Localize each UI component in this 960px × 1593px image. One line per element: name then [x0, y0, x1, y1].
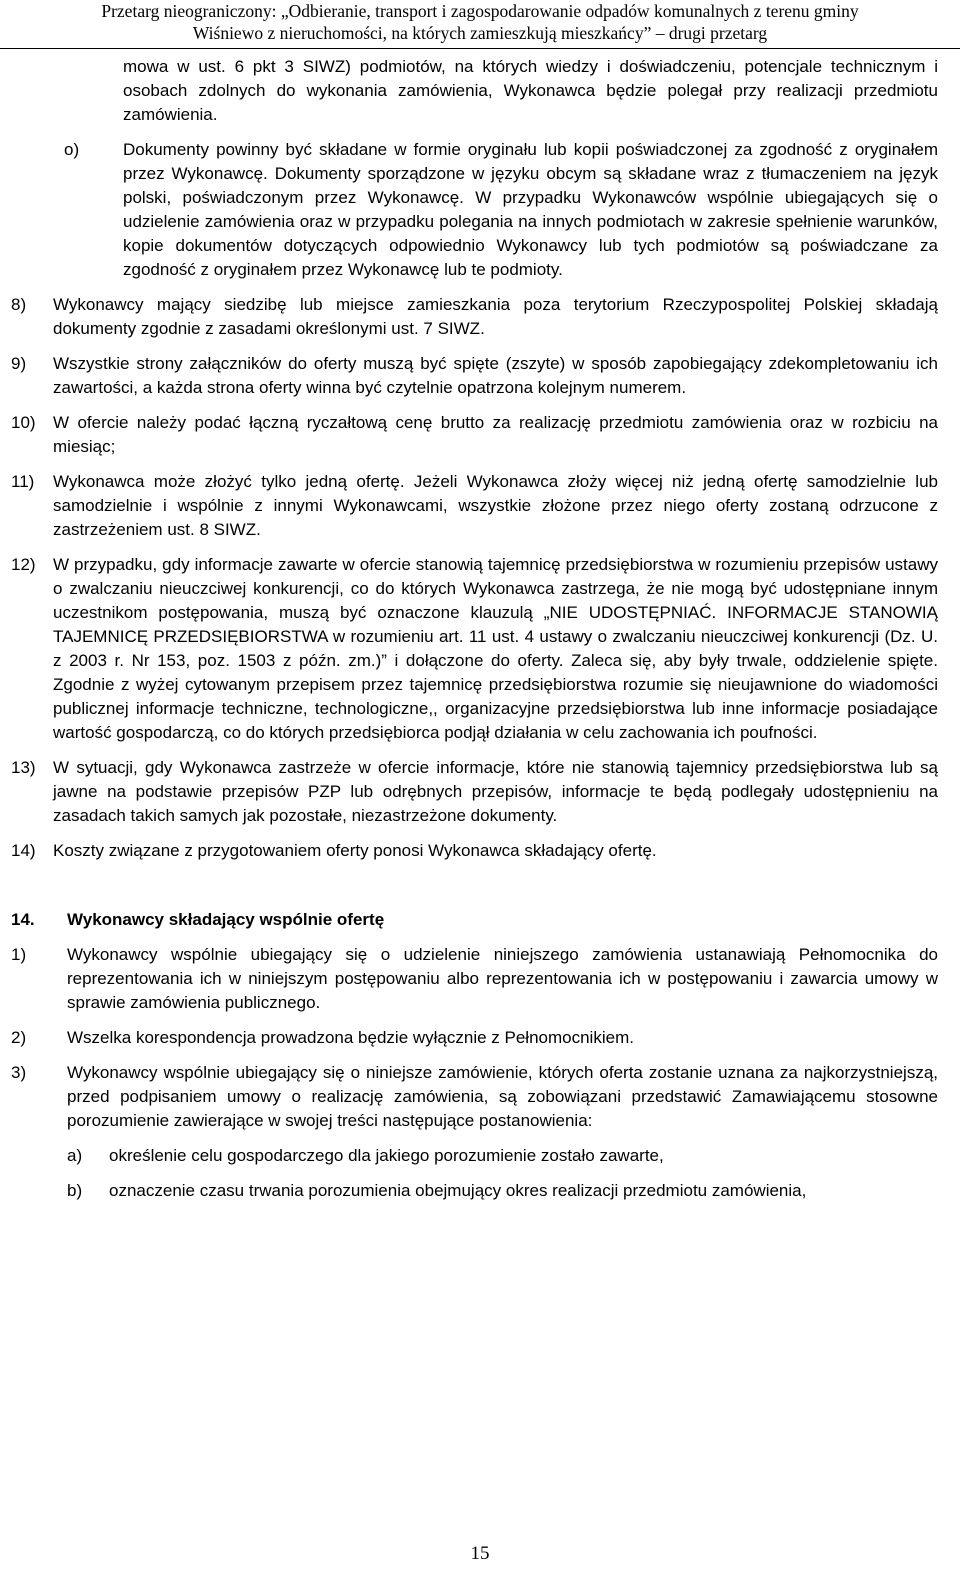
- list-item-text: Wszystkie strony załączników do oferty muszą być spięte (zszyte) w sposób zapobiegający zdekompletowaniu ich zawartości, a każda strona oferty winna być czytelnie opatrzona kolejnym numerem.: [53, 354, 938, 397]
- list-marker: 8): [11, 295, 27, 314]
- section-subitem-b: [0, 1179, 960, 1203]
- list-item-text: Wykonawcy wspólnie ubiegający się o niniejsze zamówienie, których oferta zostanie uznana za najkorzystniejszą, przed podpisaniem umowy o realizację zamówienia, są zobowiązani przedstawić Zamawiającemu stosowne porozumienie zawierające w swojej treści następujące postanowienia:: [67, 1063, 938, 1130]
- list-item-o: [0, 138, 960, 282]
- list-marker: 14): [11, 841, 36, 860]
- list-marker: 10): [11, 413, 36, 432]
- section-number: 14.: [11, 910, 35, 929]
- list-item-text: W przypadku, gdy informacje zawarte w ofercie stanowią tajemnicę przedsiębiorstwa w rozumieniu przepisów ustawy o zwalczaniu nieuczciwej konkurencji, co do których Wykonawca zastrzega, że nie mogą być udostępniane innym uczestnikom postępowania, muszą być oznaczone klauzulą „NIE UDOSTĘPNIAĆ. INFORMACJE STANOWIĄ TAJEMNICĘ PRZEDSIĘBIORSTWA w rozumieniu art. 11 ust. 4 ustawy o zwalczaniu nieuczciwej konkurencji (Dz. U. z 2003 r. Nr 153, poz. 1503 z późn. zm.)” i dołączone do oferty. Zaleca się, aby były trwale, oddzielenie spięte. Zgodnie z wyżej cytowanym przepisem przez tajemnicę przedsiębiorstwa rozumie się nieujawnione do wiadomości publicznej informacje techniczne, technologiczne,, organizacyjne przedsiębiorstwa lub inne informacje posiadające wartość gospodarczą, co do których przedsiębiorca podjął działania w celu zachowania ich poufności.: [53, 555, 938, 742]
- list-marker: 9): [11, 354, 27, 373]
- list-item-11: [0, 470, 960, 542]
- list-item-text: określenie celu gospodarczego dla jakiego porozumienie zostało zawarte,: [109, 1146, 664, 1165]
- page-content: [0, 55, 960, 1203]
- list-marker: a): [67, 1146, 83, 1165]
- list-marker: 11): [11, 472, 35, 491]
- list-item-text: Wykonawca może złożyć tylko jedną ofertę. Jeżeli Wykonawca złoży więcej niż jedną ofertę samodzielnie lub samodzielnie i wspólnie z innymi Wykonawcami, wszystkie złożone przez niego oferty zostaną odrzucone z zastrzeżeniem ust. 8 SIWZ.: [53, 472, 938, 539]
- list-item-8: [0, 293, 960, 341]
- section-title: Wykonawcy składający wspólnie ofertę: [67, 910, 385, 929]
- list-item-text: oznaczenie czasu trwania porozumienia obejmujący okres realizacji przedmiotu zamówienia,: [109, 1181, 807, 1200]
- list-marker: 12): [11, 555, 36, 574]
- section-item-2: [0, 1026, 960, 1050]
- section-item-3: [0, 1061, 960, 1133]
- page-header: [0, 0, 960, 49]
- header-line-1: Przetarg nieograniczony: „Odbieranie, transport i zagospodarowanie odpadów komunalnych z terenu gminy: [101, 1, 859, 21]
- list-item-text: Wykonawcy wspólnie ubiegający się o udzielenie niniejszego zamówienia ustanawiają Pełnomocnika do reprezentowania ich w niniejszym postępowaniu albo reprezentowania ich w postępowaniu i zawarcia umowy w sprawie zamówienia publicznego.: [67, 945, 938, 1012]
- list-item-10: [0, 411, 960, 459]
- list-item-text: W ofercie należy podać łączną ryczałtową cenę brutto za realizację przedmiotu zamówienia oraz w rozbiciu na miesiąc;: [53, 413, 938, 456]
- list-item-text: Wszelka korespondencja prowadzona będzie wyłącznie z Pełnomocnikiem.: [67, 1028, 634, 1047]
- list-marker: o): [64, 140, 80, 159]
- header-line-2: Wiśniewo z nieruchomości, na których zamieszkują mieszkańcy” – drugi przetarg: [192, 23, 768, 43]
- list-item-text: W sytuacji, gdy Wykonawca zastrzeże w ofercie informacje, które nie stanowią tajemnicy przedsiębiorstwa lub są jawne na podstawie przepisów PZP lub odrębnych przepisów, informacje te będą podlegały udostępnieniu na zasadach takich samych jak pozostałe, niezastrzeżone dokumenty.: [53, 758, 938, 825]
- list-item-12: [0, 553, 960, 745]
- list-item-13: [0, 756, 960, 828]
- section-subitem-a: [0, 1144, 960, 1168]
- list-marker: 3): [11, 1063, 27, 1082]
- list-marker: 13): [11, 758, 36, 777]
- list-item-9: [0, 352, 960, 400]
- list-marker: b): [67, 1181, 83, 1200]
- section-item-1: [0, 943, 960, 1015]
- list-marker: 2): [11, 1028, 27, 1047]
- list-item-14: [0, 839, 960, 863]
- list-marker: 1): [11, 945, 27, 964]
- list-item-text: Dokumenty powinny być składane w formie oryginału lub kopii poświadczonej za zgodność z oryginałem przez Wykonawcę. Dokumenty sporządzone w języku obcym są składane wraz z tłumaczeniem na język polski, poświadczonym przez Wykonawcę. W przypadku Wykonawców wspólnie ubiegających się o udzielenie zamówienia oraz w przypadku polegania na innych podmiotach w zakresie spełnienie warunków, kopie dokumentów dotyczących odpowiednio Wykonawcy lub tych podmiotów są poświadczane za zgodność z oryginałem przez Wykonawcę lub te podmioty.: [123, 140, 938, 279]
- list-item-text: Wykonawcy mający siedzibę lub miejsce zamieszkania poza terytorium Rzeczypospolitej Polskiej składają dokumenty zgodnie z zasadami określonymi ust. 7 SIWZ.: [53, 295, 938, 338]
- continuation-paragraph: mowa w ust. 6 pkt 3 SIWZ) podmiotów, na których wiedzy i doświadczeniu, potencjale technicznym i osobach zdolnych do wykonania zamówienia, Wykonawca będzie polegał przy realizacji przedmiotu zamówienia.: [123, 57, 938, 124]
- list-item-text: Koszty związane z przygotowaniem oferty ponosi Wykonawca składający ofertę.: [53, 841, 657, 860]
- page-number: 15: [470, 1543, 490, 1564]
- section-heading: [0, 908, 960, 932]
